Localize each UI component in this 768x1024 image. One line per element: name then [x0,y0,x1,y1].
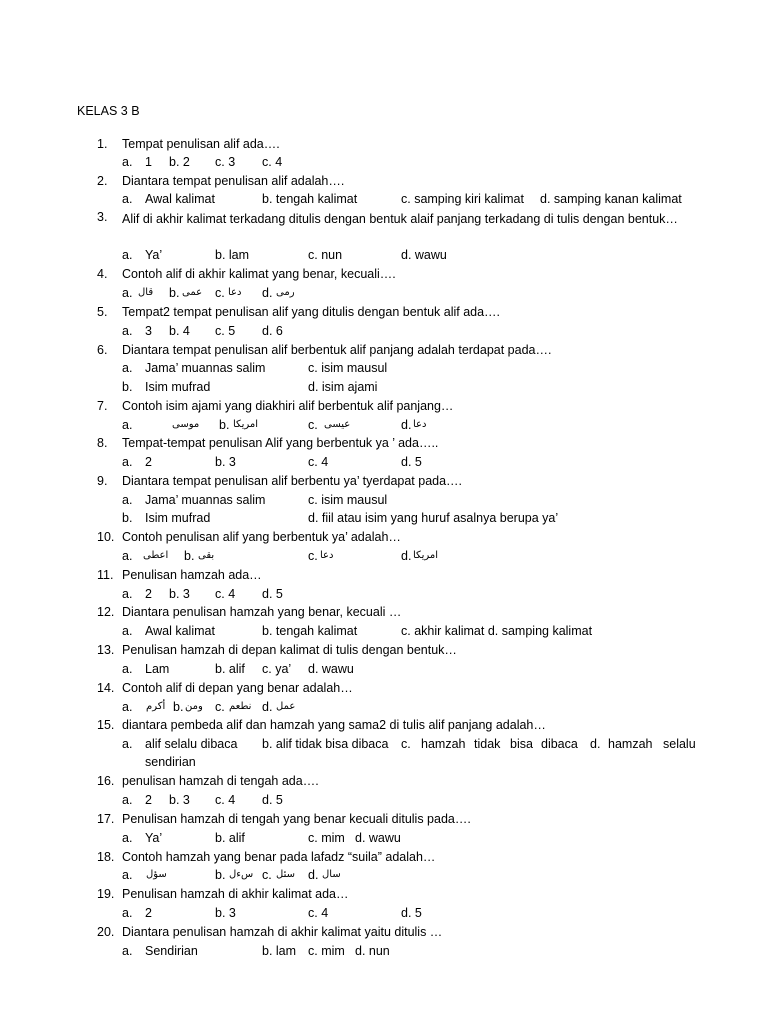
option-label: a. [122,455,133,469]
option-label: a. [122,944,133,958]
question-number: 10. [97,530,115,544]
option-text: alif selalu dibaca [145,737,238,751]
option-label: c. [215,700,225,714]
option-label: a. [122,700,133,714]
option-text: b. alif [215,662,245,676]
option-label: a. [122,737,133,751]
question-text: Penulisan hamzah di tengah yang benar kecuali ditulis pada…. [122,812,471,826]
option-arabic: سال [322,869,341,880]
option-text: b. 2 [169,155,190,169]
option-label: a. [122,549,133,563]
option-label: d. [590,737,601,751]
option-text: b. tengah kalimat [262,192,358,206]
option-text: Ya’ [145,248,163,262]
option-text: b. 3 [215,906,236,920]
page-title: KELAS 3 B [77,104,140,118]
option-text: c. nun [308,248,343,262]
option-label: a. [122,587,133,601]
question-number: 11. [97,568,114,582]
option-label: a. [122,868,133,882]
option-text: d. nun [355,944,390,958]
question-text: diantara pembeda alif dan hamzah yang sama2 di tulis alif panjang adalah… [122,718,546,732]
option-text: b. 4 [169,324,190,338]
question-number: 6. [97,343,108,357]
question-text: Diantara penulisan hamzah di akhir kalimat yaitu ditulis … [122,925,443,939]
question-text: penulisan hamzah di tengah ada…. [122,774,319,788]
question-number: 19. [97,887,115,901]
option-text: c. mim [308,944,345,958]
question-number: 12. [97,605,115,619]
question-number: 5. [97,305,108,319]
option-text: selalu [663,737,696,751]
question-text: Contoh hamzah yang benar pada lafadz “suila” adalah… [122,850,436,864]
option-text: bisa [510,737,533,751]
option-arabic: عمل [276,701,296,712]
option-label: b. [215,868,226,882]
question-text: Diantara tempat penulisan alif berbentuk alif panjang adalah terdapat pada…. [122,343,552,357]
option-text: Ya’ [145,831,163,845]
option-arabic: أكرم [146,701,166,712]
question-number: 13. [97,643,115,657]
option-text: b. lam [262,944,297,958]
option-label: d. [262,286,273,300]
option-text: d. 5 [401,906,422,920]
option-arabic: بقى [198,550,215,561]
option-label: d. [262,700,273,714]
option-label: d. [401,418,412,432]
option-arabic: سءل [229,869,254,880]
option-text: hamzah [421,737,466,751]
option-label: a. [122,192,133,206]
option-text: c. 4 [308,455,329,469]
option-arabic: امريكا [413,550,439,561]
option-label: c. [262,868,272,882]
option-text: c. 4 [262,155,283,169]
option-text: Isim mufrad [145,380,211,394]
option-arabic: ومن [185,701,203,712]
option-text: d. isim ajami [308,380,378,394]
option-text: 1 [145,155,152,169]
option-arabic: سؤل [146,869,167,880]
question-text: Contoh penulisan alif yang berbentuk ya’ adalah… [122,530,401,544]
option-label: a. [122,361,133,375]
option-text: d. samping kanan kalimat [540,192,682,206]
question-number: 3. [97,210,108,224]
option-label: a. [122,493,133,507]
option-text: Awal kalimat [145,624,215,638]
question-text: Penulisan hamzah di akhir kalimat ada… [122,887,349,901]
option-text: c. ya’ [262,662,292,676]
option-text: Lam [145,662,170,676]
question-text: Alif di akhir kalimat terkadang ditulis dengan bentuk alaif panjang terkadang di tulis dengan bentuk… [122,212,678,226]
option-text: d. wawu [355,831,401,845]
option-arabic: عمى [182,287,203,298]
question-text: Tempat2 tempat penulisan alif yang ditulis dengan bentuk alif ada…. [122,305,501,319]
question-text: Diantara tempat penulisan alif berbentu ya’ tyerdapat pada…. [122,474,463,488]
option-arabic: موسى [172,419,200,430]
question-number: 18. [97,850,115,864]
option-label: b. [173,700,184,714]
question-number: 7. [97,399,108,413]
option-text: dibaca [541,737,578,751]
option-text: Sendirian [145,944,198,958]
option-text: b. 3 [169,793,190,807]
question-text: Penulisan hamzah ada… [122,568,262,582]
option-label: a. [122,418,133,432]
option-label: b. [122,511,133,525]
option-label: a. [122,793,133,807]
option-arabic: عيسى [324,419,351,430]
option-text: 2 [145,455,152,469]
question-number: 4. [97,267,108,281]
option-text: b. 3 [169,587,190,601]
option-text: d. fiil atau isim yang huruf asalnya berupa ya’ [308,511,559,525]
question-number: 17. [97,812,115,826]
option-text: 2 [145,906,152,920]
option-label: c. [308,418,318,432]
question-number: 1. [97,137,108,151]
option-arabic: دعا [228,287,242,298]
option-text: sendirian [145,755,196,769]
question-text: Contoh alif di depan yang benar adalah… [122,681,353,695]
option-text: b. 3 [215,455,236,469]
option-text: c. samping kiri kalimat [401,192,524,206]
question-number: 2. [97,174,108,188]
option-label: c. [401,737,411,751]
option-text: c. 3 [215,155,236,169]
option-arabic: نطعم [229,701,252,712]
option-arabic: دعا [320,550,334,561]
option-label: b. [169,286,180,300]
option-label: d. [401,549,412,563]
option-arabic: رمى [276,287,295,298]
option-label: c. [215,286,225,300]
option-arabic: امريكا [233,419,259,430]
option-label: a. [122,286,133,300]
option-text: hamzah [608,737,653,751]
option-arabic: قال [138,287,154,298]
option-text: c. 4 [308,906,329,920]
option-text: d. 6 [262,324,283,338]
question-text: Diantara penulisan hamzah yang benar, kecuali … [122,605,402,619]
question-number: 15. [97,718,115,732]
option-text: b. lam [215,248,250,262]
question-number: 14. [97,681,115,695]
option-text: c. isim mausul [308,493,388,507]
option-label: a. [122,624,133,638]
option-label: b. [219,418,230,432]
option-text: b. alif [215,831,245,845]
question-text: Diantara tempat penulisan alif adalah…. [122,174,345,188]
option-text: c. akhir kalimat d. samping kalimat [401,624,593,638]
option-label: d. [308,868,319,882]
option-text: d. 5 [401,455,422,469]
question-number: 16. [97,774,115,788]
question-text: Tempat-tempat penulisan Alif yang berbentuk ya ’ ada….. [122,436,439,450]
question-number: 9. [97,474,108,488]
option-label: b. [122,380,133,394]
option-label: a. [122,831,133,845]
option-text: b. tengah kalimat [262,624,358,638]
option-label: a. [122,324,133,338]
option-arabic: دعا [413,419,427,430]
option-text: Isim mufrad [145,511,211,525]
option-text: c. 4 [215,587,236,601]
option-label: c. [308,549,318,563]
question-number: 20. [97,925,115,939]
option-label: b. [184,549,195,563]
option-text: b. alif tidak bisa dibaca [262,737,389,751]
option-arabic: اعطى [143,550,169,561]
option-text: d. 5 [262,793,283,807]
question-text: Tempat penulisan alif ada…. [122,137,280,151]
option-text: tidak [474,737,501,751]
option-text: 2 [145,793,152,807]
option-text: d. wawu [401,248,447,262]
option-text: Jama’ muannas salim [145,361,266,375]
option-text: Jama’ muannas salim [145,493,266,507]
option-text: 2 [145,587,152,601]
option-text: c. 4 [215,793,236,807]
option-text: Awal kalimat [145,192,215,206]
question-text: Penulisan hamzah di depan kalimat di tulis dengan bentuk… [122,643,457,657]
option-label: a. [122,662,133,676]
option-arabic: سئل [276,869,295,880]
option-text: c. 5 [215,324,236,338]
question-text: Contoh isim ajami yang diakhiri alif berbentuk alif panjang… [122,399,454,413]
option-label: a. [122,155,133,169]
question-number: 8. [97,436,108,450]
option-label: a. [122,906,133,920]
option-text: c. isim mausul [308,361,388,375]
option-text: d. 5 [262,587,283,601]
option-text: c. mim [308,831,345,845]
option-label: a. [122,248,133,262]
option-text: d. wawu [308,662,354,676]
question-text: Contoh alif di akhir kalimat yang benar, kecuali…. [122,267,396,281]
option-text: 3 [145,324,152,338]
